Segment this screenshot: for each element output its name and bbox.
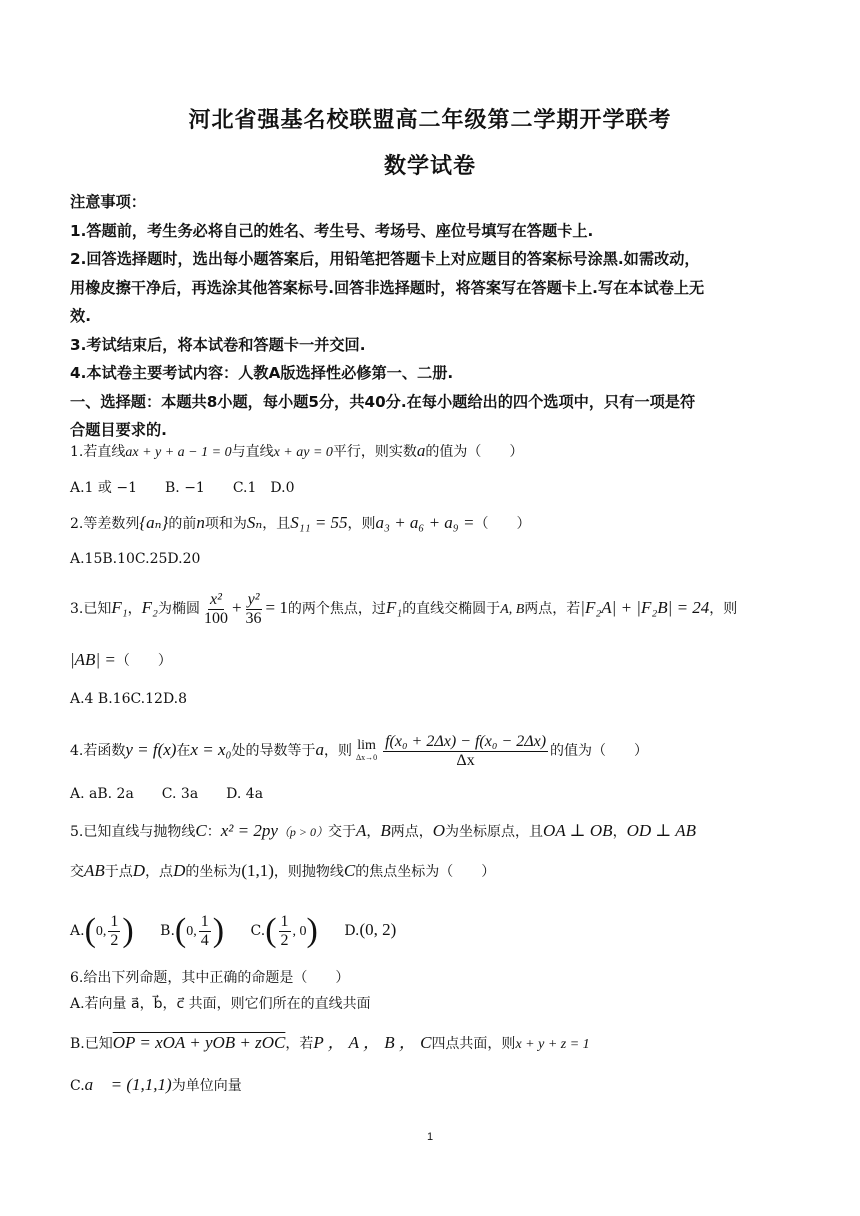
q2-cond: S₁₁ = 55 <box>290 513 348 532</box>
question-3-line2 <box>70 650 800 671</box>
q6-B-eq: OP = xOA + yOB + zOC <box>112 1033 286 1052</box>
page-subtitle: 数学试卷 <box>383 153 476 179</box>
q2-mid3: ，且 <box>262 516 291 532</box>
q4-end: 的值为（ ） <box>550 743 649 759</box>
q5-B: B <box>380 821 391 840</box>
q2-sn: Sₙ <box>246 513 263 532</box>
question-6-option-c <box>70 1075 800 1096</box>
q1-text: 1.若直线 <box>70 444 126 460</box>
q2-text: 2.等差数列 <box>70 516 140 532</box>
q6-C-prefix: C. <box>70 1078 85 1094</box>
question-5-options: A.(0, $\frac{1}{2}$ ) B.(0, $\frac{1}{4}$ ) C.( $\frac{1}{2}$ , 0) D.(0, 2) <box>70 912 397 949</box>
q5-optA-frac <box>108 913 120 950</box>
q5-optC-num: 1 <box>280 912 289 930</box>
q1-line1: ax + y + a − 1 = 0 <box>125 445 232 460</box>
q5-comma1: ， <box>366 824 381 840</box>
q5-line2b: 于点 <box>104 864 133 880</box>
q2-mid4: ，则 <box>347 516 376 532</box>
q3-mid2: 的两个焦点，过 <box>287 601 386 617</box>
q3-end: ，则 <box>709 601 738 617</box>
q4-func: y = f(x) <box>125 740 177 759</box>
q3-eq1: = 1 <box>265 598 288 617</box>
q6-C-end: 为单位向量 <box>171 1078 242 1094</box>
q2-mid1: 的前 <box>168 516 197 532</box>
q5-comma2: ， <box>612 824 627 840</box>
q2-expr: a₃ + a₆ + a₉ = <box>375 513 475 532</box>
q5-line1c: 两点， <box>390 824 433 840</box>
q5-line2e: ，则抛物线 <box>273 864 344 880</box>
q5-cond: （p > 0） <box>277 825 328 839</box>
question-6: 6.给出下列命题，其中正确的命题是（ ） <box>70 970 350 986</box>
q2-seq: {aₙ} <box>139 513 169 532</box>
page-title: 河北省强基名校联盟高二年级第二学期开学联考 <box>188 107 672 133</box>
notes-heading: 注意事项： <box>70 193 146 211</box>
instructions <box>70 188 792 445</box>
notes-item-4: 4.本试卷主要考试内容：人教A版选择性必修第一、二册. <box>70 364 454 382</box>
q5-line2a: 交 <box>70 864 84 880</box>
q1-mid: 与直线 <box>231 444 274 460</box>
question-6-option-a: A.若向量 a⃗，b⃗，c⃗ 共面，则它们所在的直线共面 <box>70 996 371 1012</box>
q4-a: a <box>315 740 324 759</box>
q5-D: D <box>132 861 146 880</box>
question-6-option-b <box>70 1033 800 1055</box>
q5-line2d: 的坐标为 <box>185 864 242 880</box>
q4-text: 4.若函数 <box>70 743 126 759</box>
q3-f1: F₁ <box>111 598 128 617</box>
q4-mid3: ，则 <box>323 743 352 759</box>
q5-optB-zero: 0, <box>186 924 197 939</box>
q3-den1: 100 <box>203 609 228 627</box>
question-4-options: A. aB. 2a C. 3a D. 4a <box>70 786 264 802</box>
section-heading-b: 合题目要求的. <box>70 421 167 439</box>
question-3-options: A.4 B.16C.12D.8 <box>70 691 188 707</box>
q5-perp1: OA ⊥ OB <box>543 821 613 840</box>
q5-optC-frac <box>279 913 291 950</box>
q5-optC: C. <box>250 923 266 939</box>
q3-plus: + <box>231 598 242 617</box>
q3-sep: ， <box>127 601 142 617</box>
q5-optB-frac <box>199 913 211 950</box>
q3-mid3: 的直线交椭圆于 <box>402 601 501 617</box>
q4-mid2: 处的导数等于 <box>231 743 316 759</box>
question-2-options: A.15B.10C.25D.20 <box>70 551 201 567</box>
q2-mid2: 项和为 <box>204 516 247 532</box>
q5-optB-num: 1 <box>200 912 209 930</box>
q5-optA-den: 2 <box>110 931 119 949</box>
q3-mid1: 为椭圆 <box>157 601 200 617</box>
q5-ab: AB <box>84 861 105 880</box>
q2-end: （ ） <box>474 516 531 532</box>
q6-B-mid2: 四点共面，则 <box>431 1036 516 1052</box>
q3-f1b: F₁ <box>385 598 403 617</box>
question-3 <box>70 588 800 630</box>
q6-B-pts: P ， A ， B ， C <box>313 1033 432 1052</box>
q5-eq: x² = 2py <box>220 821 278 840</box>
notes-item-1: 1.答题前，考生务必将自己的姓名、考生号、考场号、座位号填写在答题卡上. <box>70 221 594 240</box>
q5-C2: C <box>343 861 356 880</box>
q5-c: C <box>195 821 207 840</box>
q5-text: 5.已知直线与抛物线 <box>70 824 196 840</box>
section-heading-a: 一、选择题：本题共8小题，每小题5分，共40分.在每小题给出的四个选项中，只有一项是符 <box>70 392 696 411</box>
q4-limsub: Δx→0 <box>355 753 378 762</box>
question-1 <box>70 441 800 463</box>
q5-line2f: 的焦点坐标为（ ） <box>355 864 496 880</box>
q6-B-res: x + y + z = 1 <box>515 1037 590 1052</box>
q3-x2: x² <box>210 590 222 608</box>
q5-A: A <box>355 821 367 840</box>
q5-optC-zero: , 0 <box>292 924 307 939</box>
q5-line2c: ，点 <box>145 864 174 880</box>
q3-line2: |AB| = <box>70 650 116 669</box>
q4-at: x = x₀ <box>190 740 232 759</box>
q4-den: Δx <box>456 751 475 769</box>
q6-B-prefix: B.已知 <box>70 1036 113 1052</box>
q3-den2: 36 <box>245 609 262 627</box>
q5-D2: D <box>173 861 186 880</box>
q1-end: 的值为（ ） <box>425 444 524 460</box>
q5-optA-zero: 0, <box>95 924 107 939</box>
q3-y2: y² <box>247 590 260 608</box>
q4-frac <box>383 733 548 770</box>
q5-optD: D. <box>344 923 360 939</box>
notes-item-2b: 用橡皮擦干净后，再选涂其他答案标号.回答非选择题时，将答案写在答题卡上.写在本试卷上无 <box>70 278 705 297</box>
q5-optB: B. <box>160 923 175 939</box>
q4-lim: lim <box>357 738 376 753</box>
question-5 <box>70 821 800 842</box>
q1-suffix: 平行，则实数 <box>332 444 417 460</box>
q5-optB-den: 4 <box>200 931 209 949</box>
q4-mid1: 在 <box>176 743 191 759</box>
q5-O: O <box>432 821 446 840</box>
q1-var: a <box>416 441 426 460</box>
notes-item-2a: 2.回答选择题时，选出每小题答案后，用铅笔把答题卡上对应题目的答案标号涂黑.如需改动， <box>70 250 700 268</box>
q5-optD-val: (0, 2) <box>359 920 397 939</box>
q4-num: f(x₀ + 2Δx) − f(x₀ − 2Δx) <box>385 732 547 750</box>
q4-limit <box>356 739 377 763</box>
q3-frac-x <box>202 591 230 628</box>
q5-perp2: OD ⊥ AB <box>626 821 697 840</box>
q5-optC-den: 2 <box>280 931 289 949</box>
q5-colon: ： <box>206 824 221 840</box>
q5-coord: (1,1) <box>241 861 274 880</box>
q2-n: n <box>196 513 205 532</box>
q5-optA-num: 1 <box>110 912 119 930</box>
q1-line2: x + ay = 0 <box>273 445 333 460</box>
q3-text: 3.已知 <box>70 601 112 617</box>
q3-f2: F₂ <box>141 598 158 617</box>
q5-optA: A. <box>70 923 85 939</box>
q3-cond: |F₂A| + |F₂B| = 24 <box>580 598 710 617</box>
notes-item-2c: 效. <box>70 307 91 325</box>
q6-B-mid: ，若 <box>285 1036 314 1052</box>
question-5-line2 <box>70 861 800 882</box>
q3-mid4: 两点，若 <box>524 601 581 617</box>
q3-line2end: （ ） <box>115 653 172 669</box>
q3-frac-y <box>244 591 264 628</box>
q5-line1b: 交于 <box>327 824 356 840</box>
page-number: 1 <box>426 1131 434 1143</box>
q3-ab: A, B <box>500 602 525 617</box>
question-4 <box>70 730 800 771</box>
question-2 <box>70 513 800 534</box>
q5-line1d: 为坐标原点，且 <box>445 824 544 840</box>
question-1-options: A.1 或 −1 B. −1 C.1 D.0 <box>70 480 295 496</box>
q6-C-eq: a⃗ = (1,1,1) <box>84 1075 172 1094</box>
notes-item-3: 3.考试结束后，将本试卷和答题卡一并交回. <box>70 335 366 354</box>
